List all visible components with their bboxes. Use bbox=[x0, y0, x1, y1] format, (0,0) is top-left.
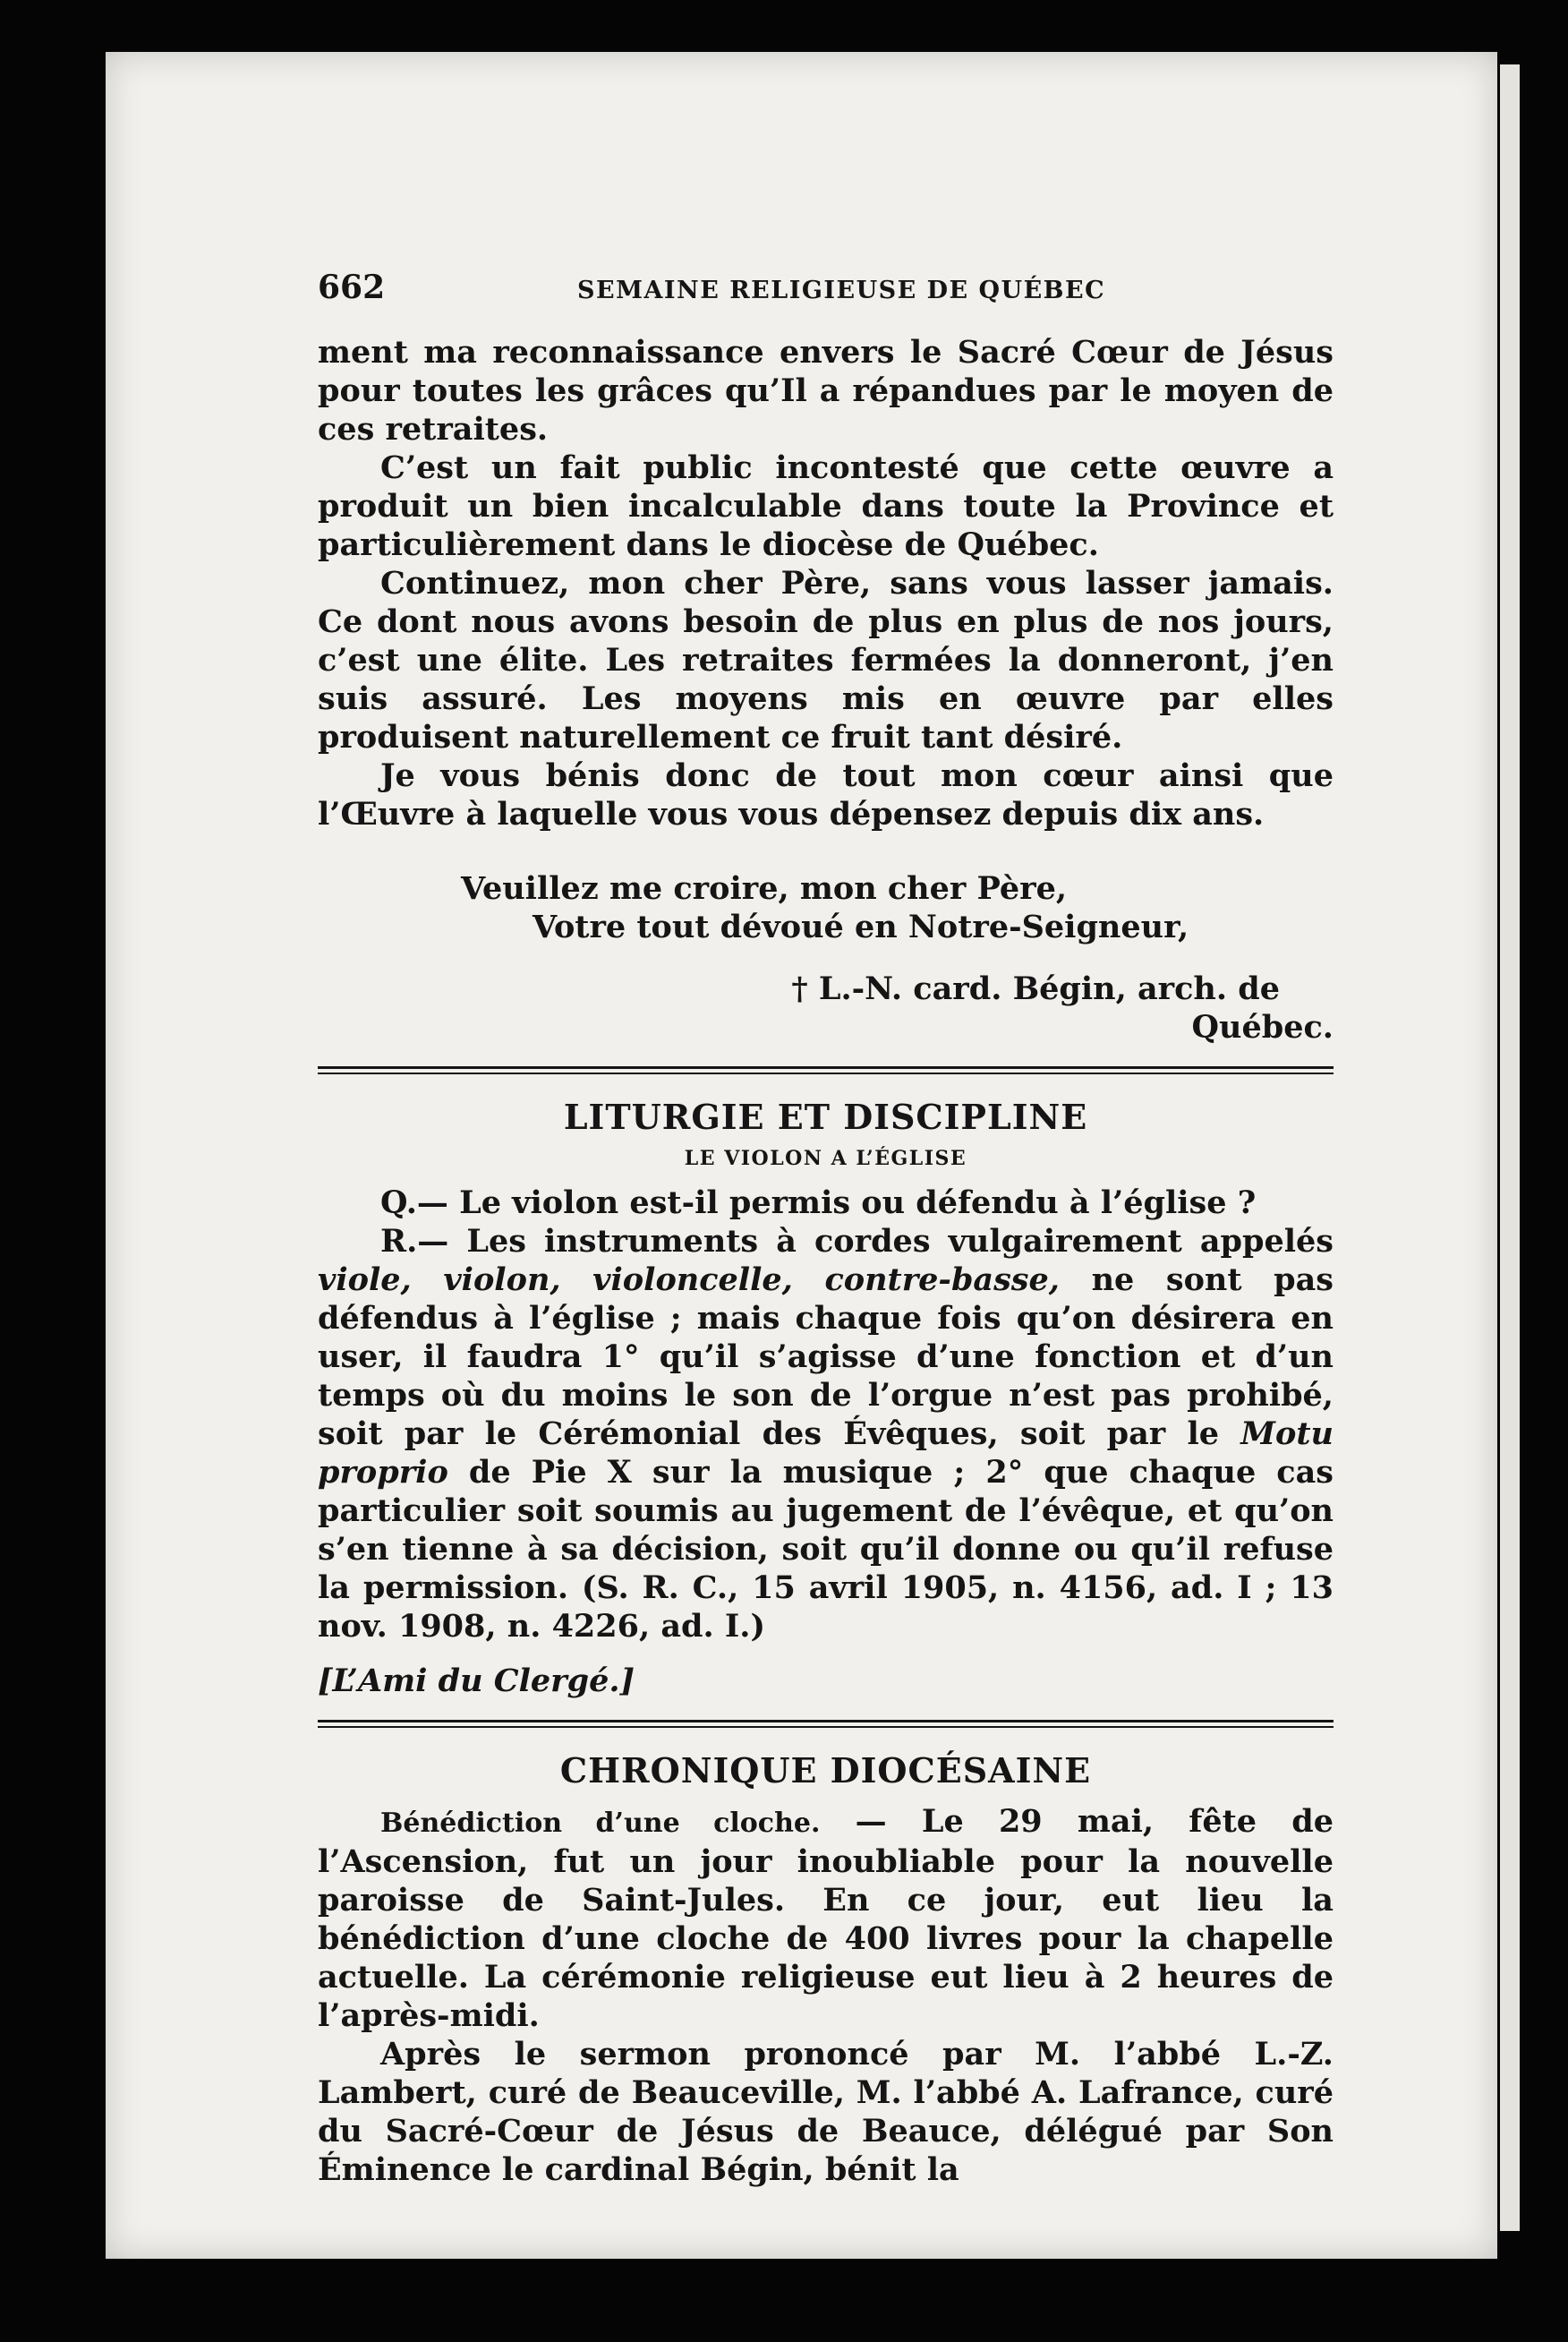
source-citation-text: [L’Ami du Clergé.] bbox=[318, 1662, 635, 1699]
letter-signature bbox=[318, 970, 1334, 1047]
chronique-lead: Bénédiction d’une cloche. bbox=[380, 1808, 821, 1839]
answer-text-end: de Pie X sur la musique ; 2° que chaque cas particulier soit soumis au jugement de l’évêque, et qu’on s’en tienne à sa décision, soit qu’il donne ou qu’il refuse la permission. (S. R. C., 15 avril 1905, n. 4156, ad. I ; 13 nov. 1908, n. 4226, ad. I.) bbox=[318, 1454, 1334, 1645]
signature-city: Québec. bbox=[1191, 1009, 1334, 1046]
section-title-liturgie: LITURGIE ET DISCIPLINE bbox=[563, 1097, 1088, 1137]
question-paragraph: Q.— Le violon est-il permis ou défendu à l’église ? bbox=[380, 1184, 1257, 1221]
section-title-chronique: CHRONIQUE DIOCÉSAINE bbox=[559, 1750, 1092, 1791]
source-citation bbox=[318, 1662, 1334, 1700]
letter-paragraph-2: C’est un fait public incontesté que cette œuvre a produit un bien incalculable dans toute la Province et particulièrement dans le diocèse de Québec. bbox=[318, 449, 1334, 563]
subsection-title-violon: LE VIOLON A L’ÉGLISE bbox=[684, 1147, 967, 1170]
letter-paragraph-1: ment ma reconnaissance envers le Sacré Cœur de Jésus pour toutes les grâces qu’Il a répandues par le moyen de ces retraites. bbox=[318, 334, 1334, 448]
letter-paragraph-3: Continuez, mon cher Père, sans vous lasser jamais. Ce dont nous avons besoin de plus en plus de nos jours, c’est une élite. Les retraites fermées la donneront, j’en suis assuré. Les moyens mis en œuvre par elles produisent naturellement ce fruit tant désiré. bbox=[318, 565, 1334, 756]
letter-closing bbox=[318, 869, 1334, 946]
answer-italic-motu-proprio: Motu proprio bbox=[318, 1415, 1334, 1491]
page-number: 662 bbox=[318, 269, 386, 306]
chronique-text-1: — Le 29 mai, fête de l’Ascension, fut un jour inoubliable pour la nouvelle paroisse de Saint-Jules. En ce jour, eut lieu la bénédiction d’une cloche de 400 livres pour la chapelle actuelle. La cérémonie religieuse eut lieu à 2 heures de l’après-midi. bbox=[318, 1803, 1334, 2034]
section-divider bbox=[318, 1066, 1334, 1074]
page-header bbox=[318, 269, 1334, 310]
running-head: SEMAINE RELIGIEUSE DE QUÉBEC bbox=[577, 277, 1106, 304]
page-content bbox=[318, 269, 1334, 2189]
adjacent-page-edge bbox=[1500, 64, 1520, 2231]
letter-paragraph-4: Je vous bénis donc de tout mon cœur ainsi que l’Œuvre à laquelle vous vous dépensez depuis dix ans. bbox=[318, 757, 1334, 833]
chronique-paragraph-2: Après le sermon prononcé par M. l’abbé L.-Z. Lambert, curé de Beauceville, M. l’abbé A. Lafrance, curé du Sacré-Cœur de Jésus de Beauce, délégué par Son Éminence le cardinal Bégin, bénit la bbox=[318, 2036, 1334, 2188]
closing-line-2: Votre tout dévoué en Notre-Seigneur, bbox=[533, 909, 1189, 945]
chronique-paragraph-1 bbox=[318, 1802, 1334, 2035]
signature-name: † L.-N. card. Bégin, arch. de bbox=[791, 970, 1280, 1007]
answer-italic-instruments: viole, violon, violoncelle, contre-basse, bbox=[318, 1261, 1060, 1298]
section-divider-2 bbox=[318, 1720, 1334, 1728]
closing-line-1: Veuillez me croire, mon cher Père, bbox=[461, 870, 1068, 907]
answer-paragraph bbox=[318, 1222, 1334, 1645]
answer-text-start: R.— Les instruments à cordes vulgairement appelés bbox=[380, 1223, 1334, 1260]
answer-text-middle: ne sont pas défendus à l’église ; mais chaque fois qu’on désirera en user, il faudra 1° qu’il s’agisse d’une fonction et d’un temps où du moins le son de l’orgue n’est pas prohibé, soit par le Cérémonial des Évêques, soit par le bbox=[318, 1261, 1334, 1452]
